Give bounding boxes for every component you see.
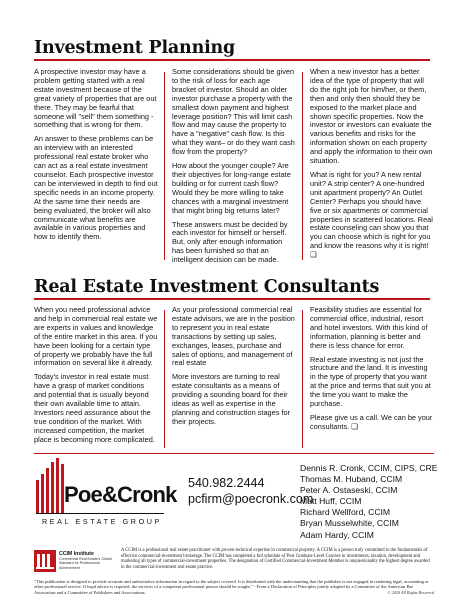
agent-list — [300, 463, 438, 541]
section1-column-2 — [172, 68, 296, 265]
agent-name: Dennis R. Cronk, CCIM, CIPS, CRE — [300, 463, 438, 473]
column-divider — [164, 310, 165, 448]
agent-name: Richard Wellford, CCIM — [300, 507, 391, 518]
section1-column-1 — [34, 68, 158, 242]
logo-tagline: REAL ESTATE GROUP — [42, 517, 162, 526]
paragraph: When a new investor has a better idea of the type of property that will do the right job for him/her, or them, then and only then should they be exposed to the market place and shown specific properties. Now the investor or investors can evaluate the various benefits and risks for the information shown on each property and apply the information to their own situation. — [310, 67, 433, 166]
ccim-description: A CCIM is a professional real estate practitioner with proven technical expertise in commercial property. A CCIM is a person truly committed to the fundamentals of effective commercial-investment brokerage. The CCIM has completed a full schedule of Post Graduate Level Courses in investments, taxation, development and marketing all types of commercial-investment properties. The designation of Certified Commercial-Investment Member is unquestionably the highest degree awarded in the commercial-investment real estate practice. — [121, 548, 430, 571]
section2-column-2 — [172, 306, 296, 427]
email-address[interactable]: pcfirm@poecronk.com — [188, 492, 314, 506]
agent-name: Adam Hardy, CCIM — [300, 529, 374, 540]
paragraph: Today's investor in real estate must have a grasp of market conditions and potential that is usually beyond their own available time to attain. Investors need assurance about the true condition of the market. With increased competition, the market place is becoming more complicated. — [34, 372, 155, 444]
section2-title: Real Estate Investment Consultants — [34, 277, 380, 297]
paragraph: A prospective investor may have a problem getting started with a real estate investment because of the great variety of properties that are out there. They may be fearful that someone will "sell" them something - something that is wrong for them. — [34, 67, 157, 130]
paragraph: An answer to these problems can be an interview with an interested professional real estate broker who can act as a real estate investment counselor. Each prospective investor can be interviewed in depth to find out specific needs in an income property. At the same time their needs are being evaluated, the broker will also communicate what benefits are available in various properties and how to identify them. — [34, 134, 158, 242]
contact-block — [188, 475, 313, 507]
paragraph: What is right for you? A new rental unit? A strip center? A one-hundred unit apartment property? An Outlet Center? Perhaps you should have five or six apartments or commercial properties in scattered locations. Real estate counseling can show you that you can choose which is right for you and know the reasons why it is right! ❑ — [310, 169, 433, 260]
column-divider — [302, 310, 303, 448]
agent-name: Thomas M. Huband, CCIM — [300, 474, 403, 485]
paragraph: Some considerations should be given to the risk of loss for each age bracket of investor. Should an older investor purchase a property with the smallest down payment and highest leverage position? This will limit cash flow and may cause the property to have a "negative" cash flow. Is this what they want– or do they want cash flow from the property? — [172, 67, 295, 157]
phone-number[interactable]: 540.982.2444 — [188, 476, 265, 490]
column-divider — [302, 72, 303, 260]
paragraph: When you need professional advice and help in commercial real estate we are experts in values and knowledge of the entire market in this area. If you have been looking for a certain type of property we probably have the full information on several like it already. — [34, 305, 158, 368]
paragraph: How about the younger couple? Are their objectives for long-range estate building or for current cash flow? Would they be more willing to take chances with a marginal investment that might bring big returns later? — [172, 161, 291, 215]
legal-disclaimer: "This publication is designed to provide accurate and authoritative information in regard to the subject covered. It is distributed with the understanding that the publisher is not engaged in rendering legal, accounting or other professional service. If legal advice is required, the services of a competent professional person should be sought." - From a Declaration of Principles jointly adopted by a Committee of the American Bar Association and a Committee of Publishers and Associations. — [34, 579, 429, 595]
agent-name: Peter A. Ostaseski, CCIM — [300, 485, 398, 496]
logo-name: Poe&Cronk — [64, 482, 177, 507]
paragraph: These answers must be decided by each investor for himself or herself. But, only after enough information has been furnished so that an intelligent decision can be made. — [172, 219, 288, 265]
section1-title-underline — [34, 59, 430, 61]
section2-column-1 — [34, 306, 158, 445]
section1-column-3 — [310, 68, 434, 260]
section2-column-3 — [310, 306, 434, 432]
ccim-institute-logo — [34, 550, 112, 574]
logo-rule — [36, 513, 164, 514]
paragraph: As your professional commercial real estate advisors, we are in the position to represent you in real estate transactions by setting up sales, exchanges, leases, purchase and sales of options, and management of real estate — [172, 305, 295, 368]
section2-title-underline — [34, 298, 430, 300]
ccim-mark-icon — [34, 550, 56, 572]
ccim-logo-subtitle: Commercial Real Estate's Global Standard for Professional Achievement — [59, 557, 112, 570]
section1-title: Investment Planning — [34, 38, 236, 58]
paragraph: Feasibility studies are essential for commercial office, industrial, resort and hotel investors. With this kind of information, planning is better and there is less chance for error. — [310, 305, 428, 350]
paragraph: More investors are turning to real estate consultants as a means of providing a sounding board for their ideas as well as expertise in the planning and construction stages for their projects. — [172, 372, 290, 426]
footer-divider — [34, 453, 434, 454]
copyright-notice: © 2020 All Rights Reserved — [387, 590, 434, 595]
paragraph: Real estate investing is not just the structure and the land. It is investing in the type of property that you want at the price and terms that suit you at the time you want to make the purchase. — [310, 354, 431, 409]
poe-cronk-logo — [36, 458, 177, 544]
agent-name: Bryan Musselwhite, CCIM — [300, 518, 399, 529]
ccim-logo-title: CCIM Institute — [59, 551, 94, 557]
paragraph: Please give us a call. We can be your consultants. ❑ — [310, 412, 433, 431]
agent-name: Matt Huff, CCIM — [300, 496, 362, 507]
column-divider — [164, 72, 165, 260]
